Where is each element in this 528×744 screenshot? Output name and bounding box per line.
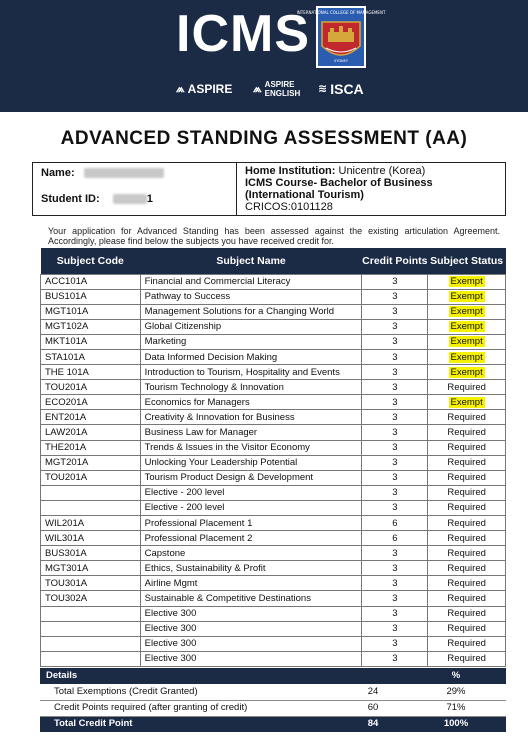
- credit-points: 3: [362, 621, 428, 636]
- subject-name: Professional Placement 1: [140, 516, 362, 531]
- table-row: [41, 485, 506, 500]
- summary-percent-label: %: [406, 668, 506, 684]
- credit-points: 3: [362, 289, 428, 304]
- summary-total-row: Total Credit Point 84 100%: [40, 716, 506, 732]
- table-row: [41, 576, 506, 591]
- subject-status: Required: [428, 531, 506, 546]
- subject-status: Required: [428, 500, 506, 515]
- header-credit-points: Credit Points: [362, 248, 428, 274]
- subject-status: Required: [428, 516, 506, 531]
- credit-points: 3: [362, 651, 428, 666]
- subject-status: Exempt: [428, 334, 506, 349]
- subject-name: Trends & Issues in the Visitor Economy: [140, 440, 362, 455]
- subject-code: TOU301A: [41, 576, 141, 591]
- credit-points: 3: [362, 440, 428, 455]
- subject-status: Required: [428, 455, 506, 470]
- subject-code: ECO201A: [41, 395, 141, 410]
- header-banner: [0, 0, 528, 112]
- subject-code: BUS301A: [41, 546, 141, 561]
- subject-name: Economics for Managers: [140, 395, 362, 410]
- redacted-name: [84, 168, 164, 178]
- subject-name: Financial and Commercial Literacy: [140, 274, 362, 289]
- subject-name: Sustainable & Competitive Destinations: [140, 591, 362, 606]
- subject-code: TOU201A: [41, 470, 141, 485]
- table-row: [41, 274, 506, 289]
- subject-name: Professional Placement 2: [140, 531, 362, 546]
- subject-status: Required: [428, 591, 506, 606]
- subject-code: [41, 500, 141, 515]
- student-identity: [33, 163, 237, 215]
- table-row: [41, 289, 506, 304]
- table-row: [41, 334, 506, 349]
- subject-code: WIL201A: [41, 516, 141, 531]
- subject-status: Required: [428, 485, 506, 500]
- credit-points: 3: [362, 606, 428, 621]
- credit-points: 3: [362, 561, 428, 576]
- credit-points: 3: [362, 470, 428, 485]
- subject-status: Exempt: [428, 349, 506, 364]
- student-id-row: Student ID: 1: [41, 193, 153, 205]
- isca-logo: ≋ ISCA: [318, 81, 364, 97]
- table-row: [41, 470, 506, 485]
- subject-name: Elective 300: [140, 636, 362, 651]
- subject-status: Exempt: [428, 289, 506, 304]
- subject-code: MGT301A: [41, 561, 141, 576]
- subject-name: Management Solutions for a Changing World: [140, 304, 362, 319]
- subject-name: Airline Mgmt: [140, 576, 362, 591]
- subject-code: ACC101A: [41, 274, 141, 289]
- course-info: Home Institution: Unicentre (Korea) ICMS Course- Bachelor of Business (International Tourism) CRICOS:0101128: [237, 163, 505, 215]
- table-row: [41, 365, 506, 380]
- cricos-code: CRICOS:0101128: [245, 201, 333, 213]
- credit-points: 3: [362, 410, 428, 425]
- subject-code: MGT101A: [41, 304, 141, 319]
- table-row: [41, 636, 506, 651]
- credit-points: 3: [362, 500, 428, 515]
- table-row: [41, 546, 506, 561]
- table-row: [41, 304, 506, 319]
- subjects-table-body: [41, 274, 506, 666]
- subject-status: Required: [428, 440, 506, 455]
- subject-status: Required: [428, 606, 506, 621]
- isca-mark-icon: ≋: [318, 83, 328, 95]
- credit-points: 3: [362, 576, 428, 591]
- credit-points: 3: [362, 425, 428, 440]
- table-row: [41, 395, 506, 410]
- credit-points: 3: [362, 274, 428, 289]
- subject-status: Required: [428, 636, 506, 651]
- header-subject-name: Subject Name: [140, 248, 362, 274]
- subject-code: MGT201A: [41, 455, 141, 470]
- table-row: [41, 440, 506, 455]
- subject-name: Tourism Product Design & Development: [140, 470, 362, 485]
- page-title: ADVANCED STANDING ASSESSMENT (AA): [60, 128, 468, 149]
- credit-summary: [40, 668, 506, 732]
- subject-name: Global Citizenship: [140, 319, 362, 334]
- table-row: [41, 319, 506, 334]
- subject-name: Elective 300: [140, 621, 362, 636]
- table-row: [41, 531, 506, 546]
- subject-name: Introduction to Tourism, Hospitality and Events: [140, 365, 362, 380]
- subject-code: MGT102A: [41, 319, 141, 334]
- subject-code: [41, 485, 141, 500]
- name-row: Name:: [41, 167, 164, 179]
- subject-name: Marketing: [140, 334, 362, 349]
- subject-status: Required: [428, 410, 506, 425]
- student-info-box: [32, 162, 506, 216]
- credit-points: 6: [362, 516, 428, 531]
- subject-name: Business Law for Manager: [140, 425, 362, 440]
- table-row: [41, 425, 506, 440]
- partner-logos: [0, 80, 528, 102]
- subject-status: Exempt: [428, 365, 506, 380]
- table-row: [41, 410, 506, 425]
- subject-name: Unlocking Your Leadership Potential: [140, 455, 362, 470]
- subject-name: Elective 300: [140, 651, 362, 666]
- credit-points: 3: [362, 636, 428, 651]
- subject-name: Elective - 200 level: [140, 485, 362, 500]
- subject-code: LAW201A: [41, 425, 141, 440]
- table-row: [41, 349, 506, 364]
- subject-code: [41, 606, 141, 621]
- subject-code: [41, 651, 141, 666]
- summary-details-label: Details: [40, 668, 340, 684]
- icms-course: ICMS Course- Bachelor of Business (International Tourism): [245, 177, 433, 201]
- credit-points: 3: [362, 319, 428, 334]
- credit-points: 3: [362, 455, 428, 470]
- subject-status: Required: [428, 651, 506, 666]
- subject-name: Capstone: [140, 546, 362, 561]
- subject-code: TOU302A: [41, 591, 141, 606]
- credit-points: 6: [362, 531, 428, 546]
- subject-name: Elective - 200 level: [140, 500, 362, 515]
- subject-name: Creativity & Innovation for Business: [140, 410, 362, 425]
- subject-status: Required: [428, 621, 506, 636]
- table-row: [41, 561, 506, 576]
- credit-points: 3: [362, 334, 428, 349]
- subject-name: Elective 300: [140, 606, 362, 621]
- subject-status: Exempt: [428, 274, 506, 289]
- subject-status: Required: [428, 546, 506, 561]
- aspire-logo: ⩕ ASPIRE: [176, 82, 233, 96]
- subject-code: [41, 621, 141, 636]
- aspire-english-logo: ⩕ ASPIRE ENGLISH: [253, 80, 301, 98]
- subject-status: Required: [428, 561, 506, 576]
- table-row: [41, 651, 506, 666]
- subject-status: Required: [428, 470, 506, 485]
- aspire-english-mark-icon: ⩕: [253, 83, 262, 95]
- table-row: [41, 606, 506, 621]
- table-row: [41, 621, 506, 636]
- table-header-row: [41, 248, 506, 274]
- subject-code: MKT101A: [41, 334, 141, 349]
- subjects-table: [40, 248, 506, 667]
- subject-status: Exempt: [428, 319, 506, 334]
- redacted-student-id: [113, 194, 147, 204]
- subject-name: Data Informed Decision Making: [140, 349, 362, 364]
- subject-name: Ethics, Sustainability & Profit: [140, 561, 362, 576]
- table-row: [41, 500, 506, 515]
- crest-text: INTERNATIONAL COLLEGE OF MANAGEMENT: [296, 10, 386, 15]
- subject-name: Pathway to Success: [140, 289, 362, 304]
- table-row: [41, 591, 506, 606]
- subject-status: Required: [428, 380, 506, 395]
- subject-code: THE201A: [41, 440, 141, 455]
- header-subject-code: Subject Code: [41, 248, 141, 274]
- credit-points: 3: [362, 546, 428, 561]
- summary-row-exemptions: Total Exemptions (Credit Granted) 24 29%: [40, 684, 506, 700]
- intro-text: Your application for Advanced Standing has been assessed against the existing articulation Agreement. Accordingly, please find below the subjects you have received credit for.: [48, 226, 500, 246]
- summary-header-row: [40, 668, 506, 684]
- icms-logo: ICMS: [176, 5, 310, 63]
- subject-status: Required: [428, 425, 506, 440]
- subject-status: Required: [428, 576, 506, 591]
- subject-code: [41, 636, 141, 651]
- summary-row-required: Credit Points required (after granting of credit) 60 71%: [40, 700, 506, 716]
- subject-code: ENT201A: [41, 410, 141, 425]
- table-row: [41, 516, 506, 531]
- subject-status: Exempt: [428, 304, 506, 319]
- credit-points: 3: [362, 591, 428, 606]
- college-crest-icon: [296, 6, 386, 68]
- header-subject-status: Subject Status: [428, 248, 506, 274]
- table-row: [41, 455, 506, 470]
- crest-sub-text: SYDNEY: [333, 59, 349, 63]
- credit-points: 3: [362, 349, 428, 364]
- credit-points: 3: [362, 304, 428, 319]
- subject-code: THE 101A: [41, 365, 141, 380]
- home-institution: Unicentre (Korea): [338, 165, 426, 177]
- credit-points: 3: [362, 380, 428, 395]
- credit-points: 3: [362, 365, 428, 380]
- credit-points: 3: [362, 485, 428, 500]
- subject-code: STA101A: [41, 349, 141, 364]
- subject-name: Tourism Technology & Innovation: [140, 380, 362, 395]
- credit-points: 3: [362, 395, 428, 410]
- subject-status: Exempt: [428, 395, 506, 410]
- subject-code: BUS101A: [41, 289, 141, 304]
- subject-code: WIL301A: [41, 531, 141, 546]
- subject-code: TOU201A: [41, 380, 141, 395]
- table-row: [41, 380, 506, 395]
- aspire-mark-icon: ⩕: [176, 83, 185, 95]
